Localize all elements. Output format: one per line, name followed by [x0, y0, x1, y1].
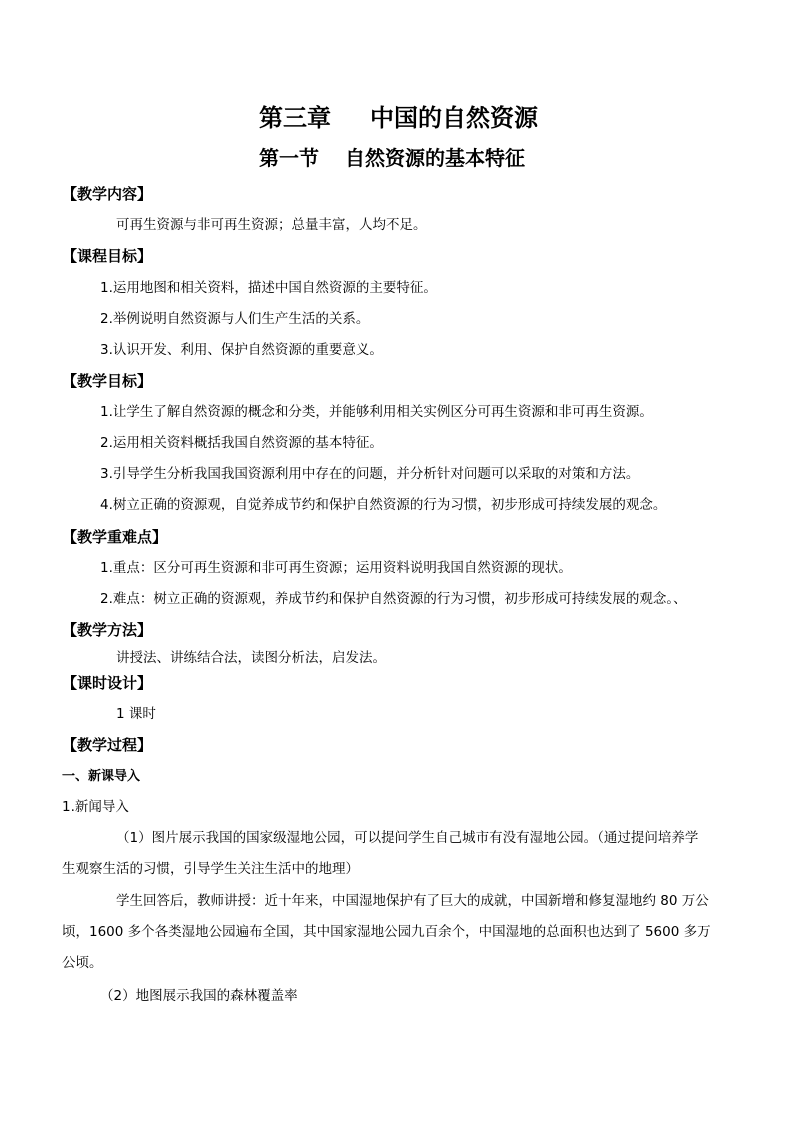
section-number: 第一节 [259, 146, 319, 170]
teaching-content-text: 可再生资源与非可再生资源；总量丰富，人均不足。 [116, 217, 427, 233]
course-goal-item: 3.认识开发、利用、保护自然资源的重要意义。 [100, 342, 383, 358]
teaching-goal-item: 3.引导学生分析我国我国资源利用中存在的问题，并分析针对问题可以采取的对策和方法。 [100, 466, 640, 482]
lesson-design-text: 1 课时 [116, 706, 156, 722]
lesson-design-heading: 【课时设计】 [62, 674, 153, 692]
teaching-goals-heading: 【教学目标】 [62, 372, 153, 390]
chapter-number: 第三章 [259, 103, 331, 132]
methods-heading: 【教学方法】 [62, 621, 153, 639]
course-goal-item: 1.运用地图和相关资料，描述中国自然资源的主要特征。 [100, 280, 437, 296]
key-points-heading: 【教学重难点】 [62, 528, 168, 546]
methods-text: 讲授法、讲练结合法，读图分析法，启发法。 [116, 650, 386, 666]
process-heading: 【教学过程】 [62, 736, 153, 754]
process-paragraph-line: （2）地图展示我国的森林覆盖率 [100, 988, 298, 1004]
process-paragraph-line: 学生回答后，教师讲授：近十年来，中国湿地保护有了巨大的成就，中国新增和修复湿地约 80 万公 [116, 893, 709, 909]
teaching-goal-item: 4.树立正确的资源观，自觉养成节约和保护自然资源的行为习惯，初步形成可持续发展的观念。 [100, 497, 667, 513]
key-point-item: 1.重点：区分可再生资源和非可再生资源；运用资料说明我国自然资源的现状。 [100, 560, 572, 576]
teaching-content-heading: 【教学内容】 [62, 185, 153, 203]
process-paragraph-line: 顷，1600 多个各类湿地公园遍布全国，其中国家湿地公园九百余个，中国湿地的总面积也达到了 5600 多万 [62, 924, 711, 940]
process-part-heading: 一、新课导入 [62, 769, 141, 784]
teaching-goal-item: 2.运用相关资料概括我国自然资源的基本特征。 [100, 435, 383, 451]
process-paragraph-line: 生观察生活的习惯，引导学生关注生活中的地理） [62, 861, 359, 877]
process-paragraph-line: （1）图片展示我国的国家级湿地公园，可以提问学生自己城市有没有湿地公园。（通过提问培养学 [116, 830, 699, 846]
process-item-heading: 1.新闻导入 [62, 799, 129, 815]
course-goals-heading: 【课程目标】 [62, 247, 153, 265]
process-paragraph-line: 公顷。 [62, 955, 103, 971]
teaching-goal-item: 1.让学生了解自然资源的概念和分类，并能够利用相关实例区分可再生资源和非可再生资源。 [100, 404, 653, 420]
chapter-title: 中国的自然资源 [370, 103, 538, 132]
course-goal-item: 2.举例说明自然资源与人们生产生活的关系。 [100, 311, 370, 327]
key-point-item: 2.难点：树立正确的资源观，养成节约和保护自然资源的行为习惯，初步形成可持续发展的观念。、 [100, 591, 687, 607]
section-title: 自然资源的基本特征 [345, 146, 525, 170]
